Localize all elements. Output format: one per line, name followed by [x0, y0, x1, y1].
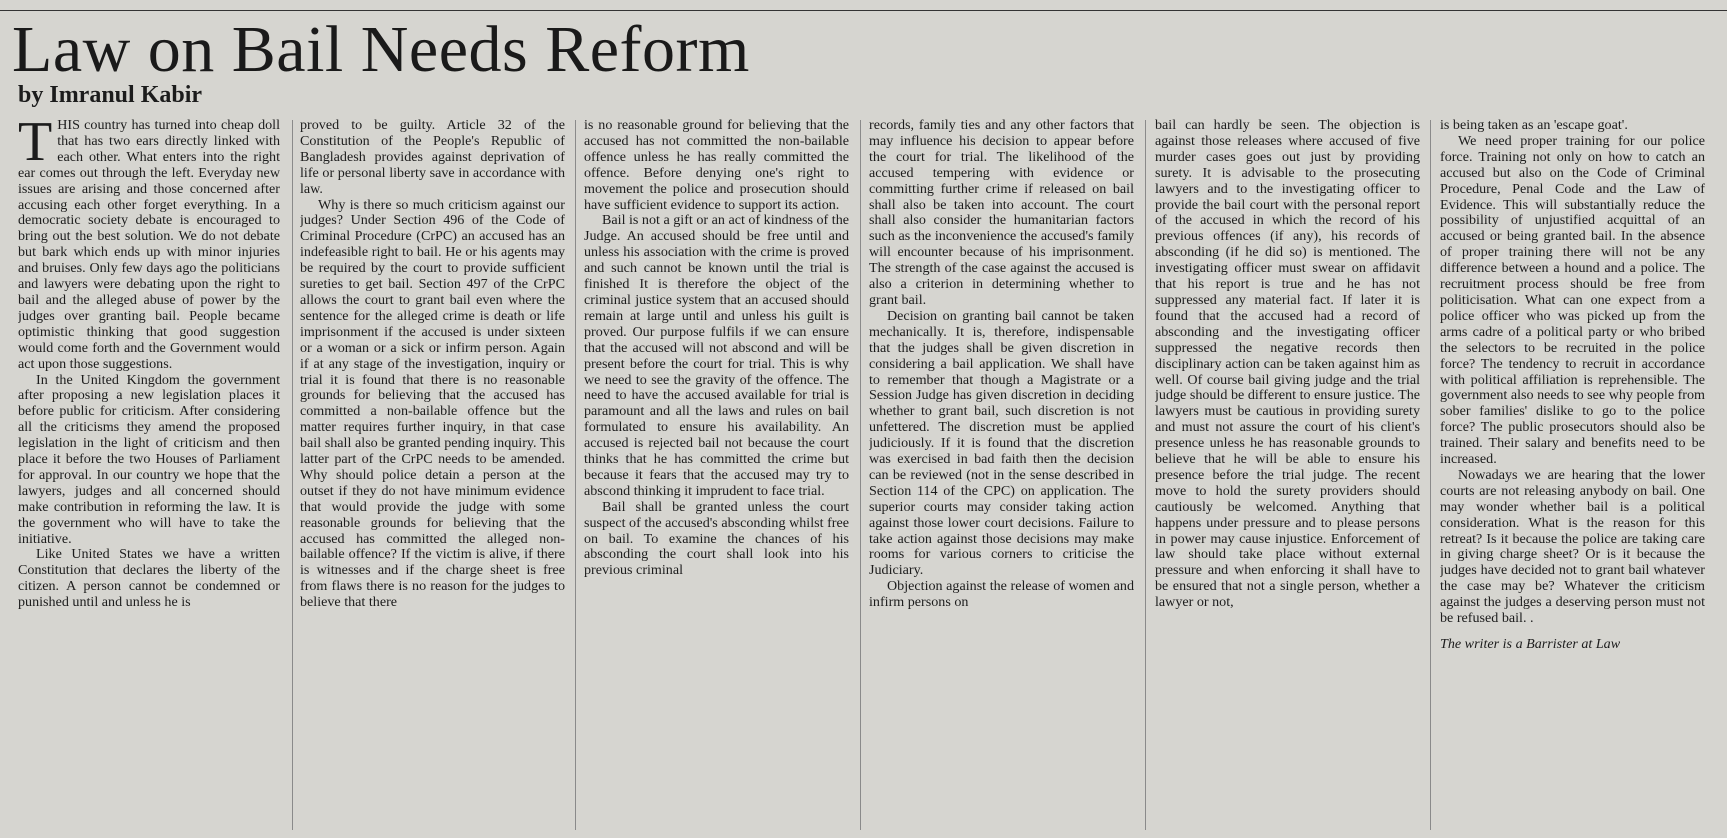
- column-3: [584, 118, 849, 832]
- column-5: [1155, 118, 1420, 832]
- byline: by Imranul Kabir: [18, 82, 203, 108]
- paragraph: is no reasonable ground for believing that the accused has not committed the non-bailable offence unless he has really committed the offence. Before denying one's right to movement the police and prosecution should have sufficient evidence to support its action.: [584, 118, 849, 213]
- paragraph: Objection against the release of women and infirm persons on: [869, 578, 1134, 611]
- paragraph: Nowadays we are hearing that the lower courts are not releasing anybody on bail. One may wonder whether bail is a political consideration. What is the reason for this retreat? Is it because the police are taking care in giving charge sheet? Or is it because the judges have decided not to grant bail whatever the case may be? Whatever the criticism against the judges a deserving person must not be refused bail. .: [1440, 466, 1705, 627]
- paragraph: is being taken as an 'escape goat'.: [1440, 118, 1628, 133]
- column-rule: [1430, 120, 1431, 830]
- headline: Law on Bail Needs Reform: [12, 13, 750, 86]
- author-note: The writer is a Barrister at Law: [1440, 636, 1621, 652]
- paragraph: Like United States we have a written Constitution that declares the liberty of the citizen. A person cannot be condemned or punished until and unless he is: [18, 546, 280, 611]
- paragraph: Why is there so much criticism against our judges? Under Section 496 of the Code of Criminal Procedure (CrPC) an accused has an indefeasible right to bail. He or his agents may be required by the court to provide sufficient sureties to get bail. Section 497 of the CrPC allows the court to grant bail even where the sentence for the alleged crime is death or life imprisonment if the accused is under sixteen or a woman or a sick or infirm person. Again if at any stage of the investigation, inquiry or trial it is found that there is no reasonable grounds for believing that the accused has committed a non-bailable offence but the matter requires further inquiry, in that case bail shall also be granted pending inquiry. This latter part of the CrPC needs to be amended. Why should police detain a person at the outset if they do not have minimum evidence that would provide the judge with some reasonable grounds for believing that the accused has committed the alleged non-bailable offence? If the victim is alive, if there is witnesses and if the charge sheet is free from flaws there is no reason for the judges to believe that there: [300, 196, 565, 611]
- paragraph: records, family ties and any other factors that may influence his decision to appear before the court for trial. The likelihood of the accused tempering with evidence or committing further crime if released on bail shall also be taken into account. The court shall also consider the humanitarian factors such as the inconvenience the accused's family will encounter because of his imprisonment. The strength of the case against the accused is also a criterion in determining whether to grant bail.: [869, 118, 1134, 308]
- paragraph: In the United Kingdom the government after proposing a new legislation places it before public for criticism. After considering all the criticisms they amend the proposed legislation in the light of criticism and then place it before the two Houses of Parliament for approval. In our country we hope that the lawyers, judges and all concerned should make contribution in reforming the law. It is the government who will have to take the initiative.: [18, 371, 280, 547]
- paragraph: proved to be guilty. Article 32 of the Constitution of the People's Republic of Bangladesh provides against deprivation of life or personal liberty save in accordance with law.: [300, 118, 565, 197]
- paragraph: HIS country has turned into cheap doll that has two ears directly linked with each other. What enters into the right ear comes out through the left. Everyday new issues are arising and those concerned after accusing each other forget everything. In a democratic society debate is encouraged to bring out the best solution. We do not debate but bark which ends up with minor injuries and bruises. Only few days ago the politicians and lawyers were debating upon the right to bail and the alleged abuse of power by the judges over granting bail. People became optimistic thinking that good suggestion would come forth and the Government would act upon those suggestions.: [18, 118, 280, 372]
- drop-cap: T: [18, 118, 53, 173]
- column-rule: [1145, 120, 1146, 830]
- column-2: [300, 118, 565, 832]
- column-rule: [575, 120, 576, 830]
- column-rule: [292, 120, 293, 830]
- paragraph: Bail shall be granted unless the court suspect of the accused's absconding whilst free on bail. To examine the chances of his absconding the court shall look into his previous criminal: [584, 498, 849, 579]
- paragraph: bail can hardly be seen. The objection is against those releases where accused of five murder cases goes out just by providing surety. It is advisable to the prosecuting lawyers and to the investigating officer to provide the bail court with the personal report of the accused in which the record of his previous offences (if any), his records of absconding (if he did so) is mentioned. The investigating officer must swear on affidavit that his report is true and he has not suppressed any material fact. If later it is found that the accused had a record of absconding and the investigating officer suppressed the negative records then disciplinary action can be taken against him as well. Of course bail giving judge and the trial judge should be different to ensure justice. The lawyers must be cautious in providing surety and must not assure the court of his client's presence unless he has reasonable grounds to believe that he will be able to ensure his presence before the trial judge. The recent move to hold the surety providers should cautiously be welcomed. Anything that happens under pressure and to please persons in power may cause injustice. Enforcement of law should take place without external pressure and when enforcing it shall have to be ensured that not a single person, whether a lawyer or not,: [1155, 118, 1420, 611]
- column-6: [1440, 118, 1705, 832]
- column-1: [18, 118, 280, 832]
- column-4: [869, 118, 1134, 832]
- column-rule: [860, 120, 861, 830]
- paragraph: We need proper training for our police force. Training not only on how to catch an accused but also on the Code of Criminal Procedure, Penal Code and the Law of Evidence. This will substantially reduce the possibility of unjustified acquittal of an accused or being granted bail. In the absence of proper training there will not be any difference between a hound and a police. The recruitment process should be free from politicisation. What can one expect from a police officer who was picked up from the arms cadre of a political party or who bribed the selectors to be recruited in the police force? The tendency to recruit in accordance with political affiliation is reprehensible. The government also needs to see why people from sober families' dislike to go to the police force? The public prosecutors should also be trained. Their salary and benefits need to be increased.: [1440, 132, 1705, 468]
- paragraph: Bail is not a gift or an act of kindness of the Judge. An accused should be free until and unless his association with the crime is proved and such cannot be known until the trial is finished It is therefore the object of the criminal justice system that an accused should remain at large until and unless his guilt is proved. Our purpose fulfils if we can ensure that the accused will not abscond and will be present before the court for trial. This is why we need to see the gravity of the offence. The need to have the accused available for trial is paramount and all the laws and rules on bail formulated to ensure his availability. An accused is rejected bail not because the court thinks that he has committed the crime but because it fears that the accused may try to abscond thinking it imprudent to face trial.: [584, 212, 849, 499]
- paragraph: Decision on granting bail cannot be taken mechanically. It is, therefore, indispensable that the judges shall be given discretion in considering a bail application. We shall have to remember that though a Magistrate or a Session Judge has given discretion in deciding whether to grant bail, such discretion is not unfettered. The discretion must be applied judiciously. If it is found that the discretion was exercised in bad faith then the decision can be reviewed (not in the sense described in Section 114 of the CPC) on application. The superior courts may consider taking action against those lower court decisions. Failure to take action against those decisions may make rooms for various corners to criticise the Judiciary.: [869, 307, 1134, 579]
